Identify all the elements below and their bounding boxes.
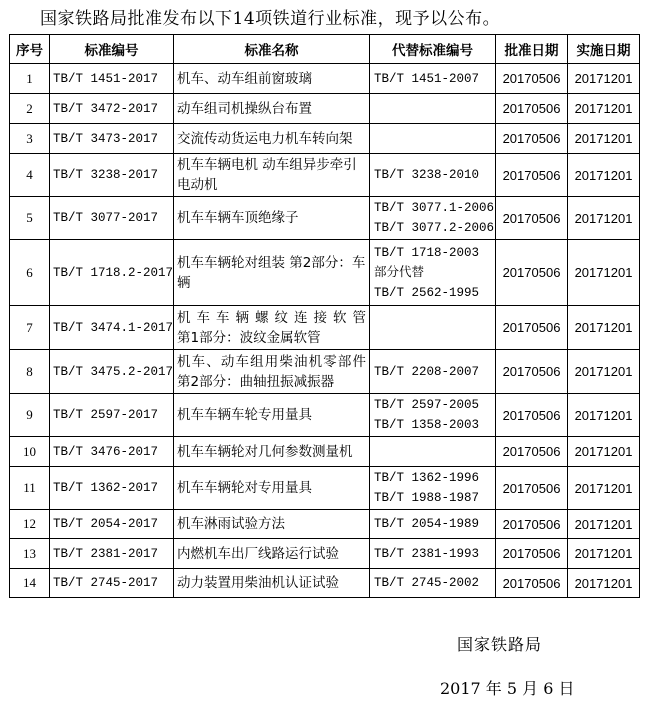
cell-name: 机车车辆轮对几何参数测量机 bbox=[174, 437, 370, 467]
announcement-intro: 国家铁路局批准发布以下14项铁道行业标准，现予以公布。 bbox=[40, 9, 501, 29]
replaces-line: TB/T 2745-2002 bbox=[374, 576, 480, 590]
cell-approved: 20170506 bbox=[496, 569, 568, 598]
cell-approved: 20170506 bbox=[496, 64, 568, 94]
cell-replaces bbox=[370, 124, 496, 154]
header-replaces: 代替标准编号 bbox=[370, 35, 496, 64]
cell-code: TB/T 3475.2-2017 bbox=[50, 350, 174, 394]
header-effective: 实施日期 bbox=[568, 35, 640, 64]
table-row bbox=[10, 306, 640, 350]
table-row bbox=[10, 94, 640, 124]
cell-no: 10 bbox=[10, 437, 50, 467]
cell-code: TB/T 2745-2017 bbox=[50, 569, 174, 598]
cell-replaces bbox=[370, 467, 496, 510]
cell-no: 4 bbox=[10, 154, 50, 197]
cell-approved: 20170506 bbox=[496, 154, 568, 197]
cell-name: 机车车辆车轮专用量具 bbox=[174, 394, 370, 437]
cell-name bbox=[174, 350, 370, 394]
cell-replaces bbox=[370, 510, 496, 539]
cell-replaces bbox=[370, 569, 496, 598]
header-name: 标准名称 bbox=[174, 35, 370, 64]
replaces-line: TB/T 3077.1-2006 bbox=[374, 201, 495, 215]
cell-code: TB/T 3474.1-2017 bbox=[50, 306, 174, 350]
cell-approved: 20170506 bbox=[496, 240, 568, 306]
cell-replaces bbox=[370, 350, 496, 394]
cell-approved: 20170506 bbox=[496, 437, 568, 467]
cell-code: TB/T 1362-2017 bbox=[50, 467, 174, 510]
table-row bbox=[10, 64, 640, 94]
cell-effective: 20171201 bbox=[568, 240, 640, 306]
cell-effective: 20171201 bbox=[568, 306, 640, 350]
cell-effective: 20171201 bbox=[568, 437, 640, 467]
cell-name: 机车车辆轮对专用量具 bbox=[174, 467, 370, 510]
cell-code: TB/T 3473-2017 bbox=[50, 124, 174, 154]
name-line: 机车车辆螺纹连接软管 bbox=[177, 309, 366, 326]
cell-effective: 20171201 bbox=[568, 467, 640, 510]
table-row bbox=[10, 437, 640, 467]
cell-no: 5 bbox=[10, 197, 50, 240]
cell-code: TB/T 2054-2017 bbox=[50, 510, 174, 539]
replaces-line: TB/T 2562-1995 bbox=[374, 285, 480, 300]
replaces-line: TB/T 2597-2005 bbox=[374, 398, 480, 412]
cell-name bbox=[174, 306, 370, 350]
cell-no: 8 bbox=[10, 350, 50, 394]
cell-name: 机车车辆轮对组装 第2部分：车辆 bbox=[174, 240, 370, 306]
cell-code: TB/T 2381-2017 bbox=[50, 539, 174, 569]
name-line: 第2部分：曲轴扭振减振器 bbox=[177, 373, 335, 390]
cell-replaces bbox=[370, 240, 496, 306]
cell-code: TB/T 3476-2017 bbox=[50, 437, 174, 467]
cell-code: TB/T 3077-2017 bbox=[50, 197, 174, 240]
cell-code: TB/T 2597-2017 bbox=[50, 394, 174, 437]
cell-no: 14 bbox=[10, 569, 50, 598]
cell-no: 13 bbox=[10, 539, 50, 569]
cell-no: 1 bbox=[10, 64, 50, 94]
cell-no: 9 bbox=[10, 394, 50, 437]
cell-no: 7 bbox=[10, 306, 50, 350]
header-code: 标准编号 bbox=[50, 35, 174, 64]
table-row bbox=[10, 539, 640, 569]
cell-effective: 20171201 bbox=[568, 154, 640, 197]
standards-table bbox=[9, 34, 640, 598]
replaces-line: TB/T 3077.2-2006 bbox=[374, 221, 495, 235]
cell-approved: 20170506 bbox=[496, 306, 568, 350]
cell-name: 机车淋雨试验方法 bbox=[174, 510, 370, 539]
cell-effective: 20171201 bbox=[568, 124, 640, 154]
cell-code: TB/T 3472-2017 bbox=[50, 94, 174, 124]
table-row bbox=[10, 197, 640, 240]
cell-name: 机车车辆电机 动车组异步牵引电动机 bbox=[174, 154, 370, 197]
replaces-line: TB/T 2054-1989 bbox=[374, 517, 480, 531]
replaces-line: TB/T 1362-1996 bbox=[374, 471, 480, 485]
cell-effective: 20171201 bbox=[568, 197, 640, 240]
cell-code: TB/T 1451-2017 bbox=[50, 64, 174, 94]
replaces-line: TB/T 1358-2003 bbox=[374, 418, 480, 432]
cell-approved: 20170506 bbox=[496, 197, 568, 240]
cell-approved: 20170506 bbox=[496, 467, 568, 510]
replaces-line: TB/T 1988-1987 bbox=[374, 491, 480, 505]
replaces-line: 部分代替 bbox=[374, 265, 425, 280]
cell-replaces bbox=[370, 154, 496, 197]
cell-code: TB/T 1718.2-2017 bbox=[50, 240, 174, 306]
cell-approved: 20170506 bbox=[496, 350, 568, 394]
cell-approved: 20170506 bbox=[496, 94, 568, 124]
cell-name: 机车、动车组前窗玻璃 bbox=[174, 64, 370, 94]
cell-approved: 20170506 bbox=[496, 394, 568, 437]
cell-effective: 20171201 bbox=[568, 394, 640, 437]
table-row bbox=[10, 124, 640, 154]
table-row bbox=[10, 154, 640, 197]
cell-replaces bbox=[370, 394, 496, 437]
cell-effective: 20171201 bbox=[568, 64, 640, 94]
replaces-line: TB/T 3238-2010 bbox=[374, 168, 480, 182]
cell-no: 3 bbox=[10, 124, 50, 154]
cell-replaces bbox=[370, 437, 496, 467]
table-row bbox=[10, 240, 640, 306]
cell-effective: 20171201 bbox=[568, 569, 640, 598]
header-approved: 批准日期 bbox=[496, 35, 568, 64]
table-row bbox=[10, 510, 640, 539]
replaces-line: TB/T 2381-1993 bbox=[374, 546, 480, 561]
cell-effective: 20171201 bbox=[568, 350, 640, 394]
signature-org: 国家铁路局 bbox=[457, 635, 543, 654]
table-row bbox=[10, 467, 640, 510]
cell-name: 动力装置用柴油机认证试验 bbox=[174, 569, 370, 598]
cell-effective: 20171201 bbox=[568, 510, 640, 539]
replaces-line: TB/T 1718-2003 bbox=[374, 245, 480, 260]
cell-replaces bbox=[370, 64, 496, 94]
table-header-row bbox=[10, 35, 640, 64]
cell-approved: 20170506 bbox=[496, 539, 568, 569]
cell-replaces bbox=[370, 94, 496, 124]
table-row bbox=[10, 569, 640, 598]
cell-effective: 20171201 bbox=[568, 94, 640, 124]
cell-effective: 20171201 bbox=[568, 539, 640, 569]
cell-replaces bbox=[370, 539, 496, 569]
signature-date: 2017 年 5 月 6 日 bbox=[440, 679, 575, 698]
cell-replaces bbox=[370, 306, 496, 350]
cell-replaces bbox=[370, 197, 496, 240]
cell-no: 11 bbox=[10, 467, 50, 510]
cell-no: 6 bbox=[10, 240, 50, 306]
header-no: 序号 bbox=[10, 35, 50, 64]
table-row bbox=[10, 350, 640, 394]
name-line: 第1部分：波纹金属软管 bbox=[177, 329, 321, 346]
cell-name: 交流传动货运电力机车转向架 bbox=[174, 124, 370, 154]
cell-no: 12 bbox=[10, 510, 50, 539]
cell-no: 2 bbox=[10, 94, 50, 124]
cell-name: 机车车辆车顶绝缘子 bbox=[174, 197, 370, 240]
cell-name: 动车组司机操纵台布置 bbox=[174, 94, 370, 124]
cell-approved: 20170506 bbox=[496, 124, 568, 154]
cell-name: 内燃机车出厂线路运行试验 bbox=[174, 539, 370, 569]
replaces-line: TB/T 2208-2007 bbox=[374, 364, 480, 379]
cell-code: TB/T 3238-2017 bbox=[50, 154, 174, 197]
table-row bbox=[10, 394, 640, 437]
cell-approved: 20170506 bbox=[496, 510, 568, 539]
name-line: 机车、动车组用柴油机零部件 bbox=[177, 353, 366, 370]
replaces-line: TB/T 1451-2007 bbox=[374, 71, 480, 86]
